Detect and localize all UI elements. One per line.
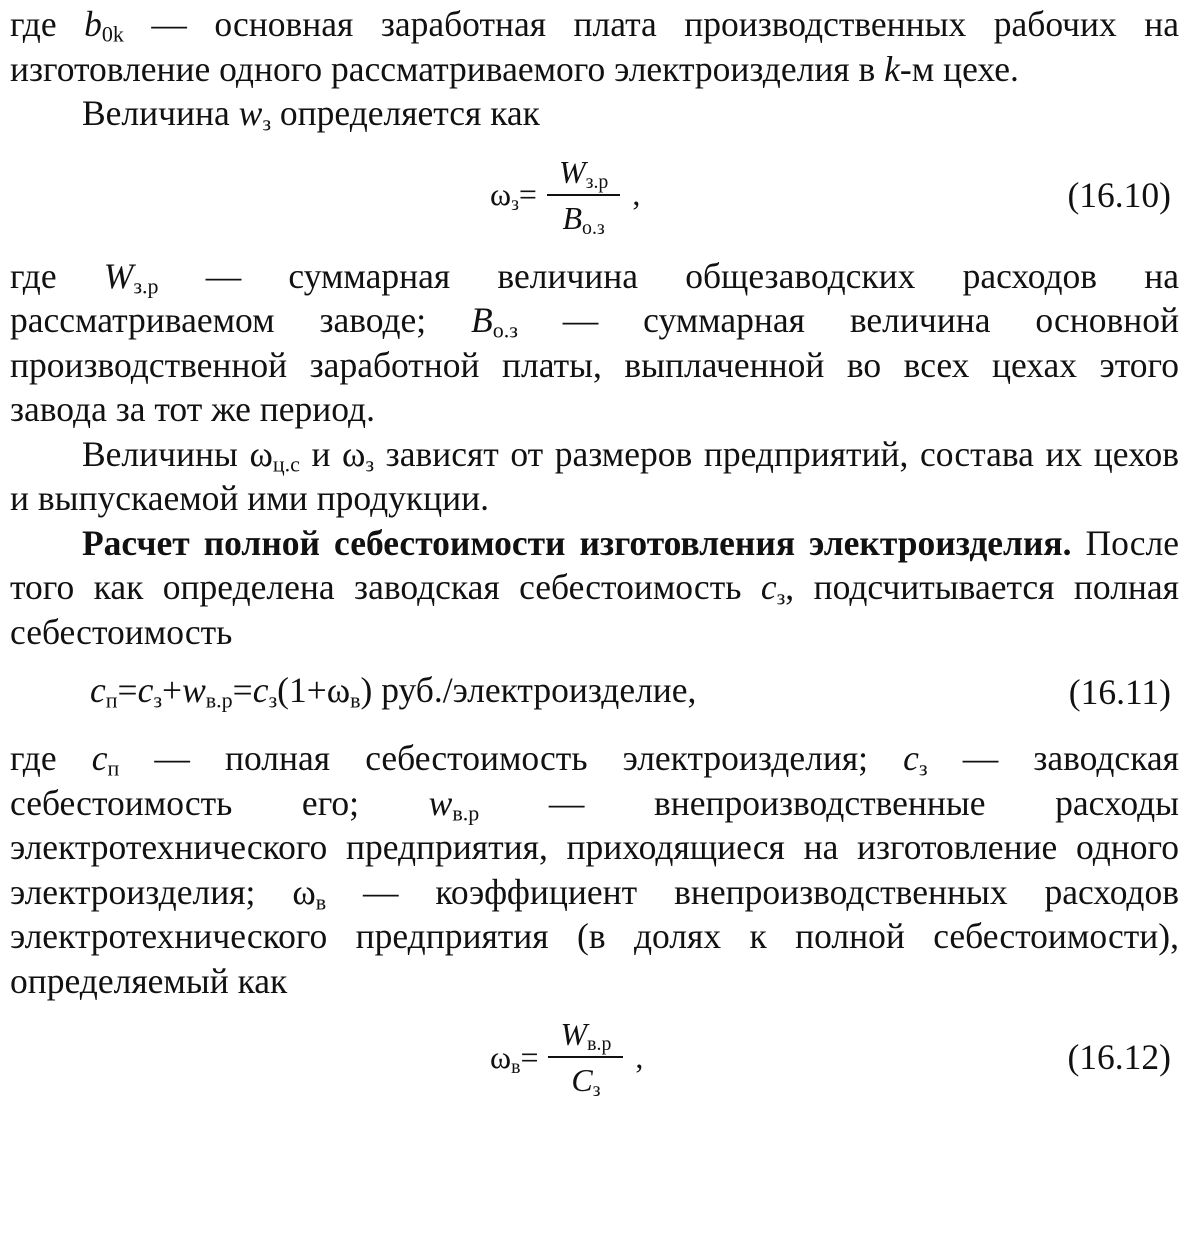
equation-number: (16.12) [1067,1036,1171,1077]
text: , подсчитывается полная себестоимость [10,567,1179,652]
paragraph-w3-intro [10,91,1179,136]
text: где [10,4,57,44]
variable-b: b [84,4,102,44]
variable-B: B [471,300,493,340]
formula-lhs: $\omega_з=$ [490,176,537,216]
formula-body [490,1003,643,1111]
text: — суммарная величина основной производственной заработной платы, выплаченной во всех цехах этого завода за тот же период. [10,300,1180,429]
fraction-denominator: $C_з$ [571,1062,601,1101]
text: — коэффициент внепроизводственных расходов электротехнического предприятия (в долях к полной себестоимости), определяемый как [10,871,1180,1001]
text: — внепроизводственные расходы электротехнического предприятия, приходящиеся на изготовление одного электроизделия; [10,782,1179,912]
section-heading: Расчет полной себестоимости изготовления электроизделия. [82,522,1072,563]
formula-unit: руб./электроизделие, [372,670,697,710]
paragraph-definition-w3p [10,254,1179,432]
subscript: з [918,755,928,781]
subscript: о.з [492,317,518,343]
subscript: з [776,584,786,610]
equation-number: (16.10) [1067,174,1171,215]
variable-w: w [238,93,263,133]
formula-comma: , [632,176,641,213]
text: — полная себестоимость электроизделия; [119,738,904,778]
symbol-omega: ω [342,433,366,474]
paragraph-full-cost [10,521,1179,655]
fraction-numerator: $W_{з.р}$ [547,152,620,196]
equation-number: (16.11) [1068,671,1171,712]
subscript: з [365,451,375,476]
formula-comma: , [635,1038,644,1075]
subscript: п [107,755,120,781]
text: зависят от размеров предприятий, состава их цехов и выпускаемой ими продукции. [10,433,1179,518]
formula-lhs: $\omega_в=$ [490,1038,539,1078]
variable-c: c [91,738,108,778]
text: После того как определена заводская себестоимость [10,522,1179,607]
text: — основная заработная плата производственных рабочих на изготовление одного рассматриваемого электроизделия в [10,4,1180,89]
fraction [548,1014,623,1100]
fraction [547,152,620,238]
subscript: з.р [133,273,159,298]
formula-16-11 [10,660,1179,724]
subscript: з [262,110,272,136]
formula-body [490,136,640,254]
variable-k: k [884,48,900,89]
text: Величины [82,433,250,474]
variable-w: w [428,782,453,823]
text: Величина [82,93,239,133]
subscript: в.р [452,800,480,825]
text: — суммарная величина общезаводских расходов на рассматриваемом заводе; [10,255,1179,340]
formula-16-10 [10,136,1179,254]
paragraph-definition-b0k [10,2,1179,91]
formula-body: $c_п=c_з+w_{в.р}=c_з(1+\omega_в)$ руб./электроизделие, [90,670,697,713]
text: и [299,433,343,474]
fraction-numerator: $W_{в.р}$ [548,1014,623,1058]
text: где [10,255,104,296]
fraction-denominator: $B_{о.з}$ [562,199,605,239]
variable-W: W [103,255,134,296]
subscript: ц.с [272,451,300,476]
variable-c: c [903,738,919,778]
text: определяется как [271,93,540,133]
subscript: в [315,889,327,914]
formula-16-12 [10,1003,1179,1111]
text: -м цехе. [899,48,1019,89]
symbol-omega: ω [292,871,316,912]
text: — заводская себестоимость его; [10,738,1179,823]
paragraph-definition-cp [10,736,1179,1003]
variable-c: c [760,567,777,607]
subscript: 0k [101,21,124,47]
symbol-omega: ω [249,433,273,474]
paragraph-dependence [10,432,1179,521]
text: где [10,738,92,778]
